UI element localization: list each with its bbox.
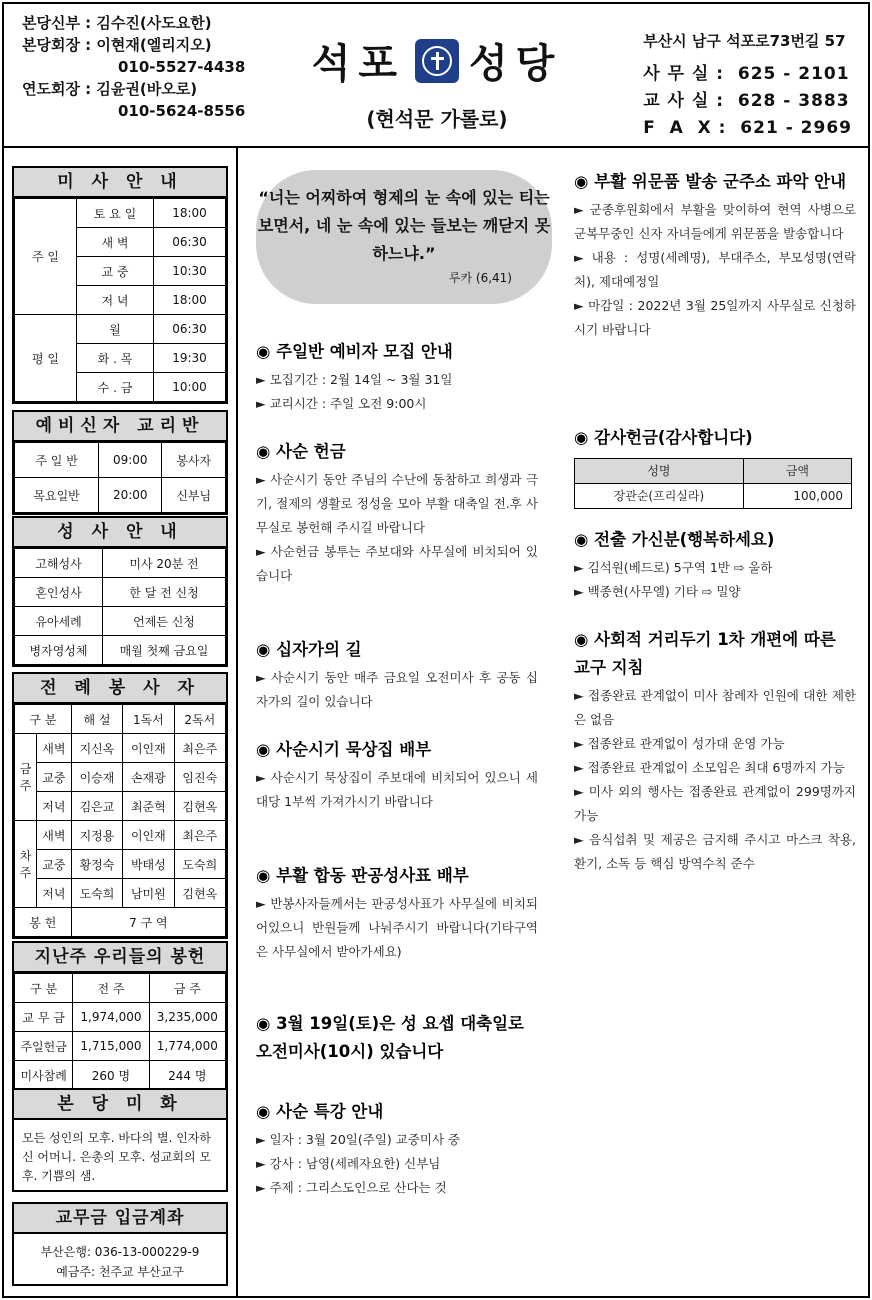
- notice-section: [256, 736, 538, 814]
- table-row: [15, 850, 226, 879]
- table-cell: 월: [77, 315, 154, 344]
- notice-line: ► 강사 : 남영(세례자요한) 신부님: [256, 1156, 441, 1171]
- account-bank: 부산은행: 036-13-000229-9: [40, 1245, 200, 1259]
- notice-section: [574, 424, 856, 509]
- notice-line: ► 백종현(사무엘) 기타 ⇨ 밀양: [574, 584, 741, 599]
- notice-line: ► 접종완료 관계없이 소모임은 최대 6명까지 가능: [574, 760, 845, 775]
- notice-line: ► 교리시간 : 주일 오전 9:00시: [256, 396, 427, 411]
- mass-box: [12, 166, 228, 404]
- table-cell: 2독서: [174, 705, 225, 734]
- table-row: [15, 792, 226, 821]
- table-cell: 손재광: [123, 763, 174, 792]
- table-cell: 금 주: [149, 974, 225, 1003]
- office-phone: 사 무 실 : 625 - 2101: [643, 64, 850, 84]
- table-row: [15, 763, 226, 792]
- table-cell: 이인재: [123, 734, 174, 763]
- fax: F A X : 621 - 2969: [643, 118, 852, 138]
- table-cell: 김은교: [71, 792, 122, 821]
- table-cell: 20:00: [99, 478, 162, 513]
- table-row: [575, 459, 852, 484]
- youth-phone: 010-5624-8556: [118, 102, 246, 120]
- table-cell: 저 녁: [77, 286, 154, 315]
- table-row: [15, 879, 226, 908]
- notice-title: ◉ 부활 위문품 발송 군주소 파악 안내: [574, 172, 847, 191]
- address: 부산시 남구 석포로73번길 57: [643, 32, 846, 50]
- table-cell: 새벽: [37, 734, 72, 763]
- beauty-title: 본 당 미 화: [14, 1090, 226, 1120]
- notice-title: ◉ 사순 헌금: [256, 442, 346, 461]
- table-row: [15, 821, 226, 850]
- table-row: [15, 315, 226, 344]
- table-cell: 교 중: [77, 257, 154, 286]
- notice-line: ► 내용 : 성명(세례명), 부대주소, 부모성명(연락처), 제대예정일: [574, 250, 856, 289]
- notice-section: [256, 1098, 538, 1200]
- table-cell: 도숙희: [71, 879, 122, 908]
- table-cell: 260 명: [73, 1061, 149, 1090]
- notice-line: ► 주제 : 그리스도인으로 산다는 것: [256, 1180, 447, 1195]
- catechumen-title: 예비신자 교리반: [14, 412, 226, 442]
- table-cell: 봉 헌: [15, 908, 72, 937]
- notice-title: ◉ 사순 특강 안내: [256, 1102, 384, 1121]
- table-cell: 병자영성체: [15, 636, 103, 665]
- bible-quote: [256, 170, 552, 304]
- table-row: [15, 443, 226, 478]
- altar-box: [12, 672, 228, 939]
- table-row: [15, 199, 226, 228]
- table-cell: 미사 20분 전: [103, 549, 226, 578]
- table-cell: 새 벽: [77, 228, 154, 257]
- table-cell: 금주: [15, 734, 37, 821]
- table-cell: 19:30: [154, 344, 226, 373]
- table-cell: 18:00: [154, 286, 226, 315]
- catechumen-table: [14, 442, 226, 513]
- notice-line: ► 사순시기 동안 매주 금요일 오전미사 후 공동 십자가의 길이 있습니다: [256, 670, 538, 709]
- table-cell: 이승재: [71, 763, 122, 792]
- notice-section: [574, 526, 856, 604]
- sacrament-box: [12, 516, 228, 667]
- notice-section: [574, 626, 856, 876]
- table-cell: 1,715,000: [73, 1032, 149, 1061]
- table-cell: 지정용: [71, 821, 122, 850]
- table-row: [575, 484, 852, 509]
- table-cell: 교중: [37, 763, 72, 792]
- table-cell: 김현옥: [174, 792, 225, 821]
- notice-line: ► 접종완료 관계없이 미사 참례자 인원에 대한 제한은 없음: [574, 688, 856, 727]
- table-cell: 주일헌금: [15, 1032, 73, 1061]
- table-cell: 김현옥: [174, 879, 225, 908]
- notice-section: [256, 338, 538, 416]
- table-cell: 남미원: [123, 879, 174, 908]
- table-cell: 황정숙: [71, 850, 122, 879]
- table-cell: 박태성: [123, 850, 174, 879]
- table-cell: 1,774,000: [149, 1032, 225, 1061]
- quote-ref: 루카 (6,41): [448, 271, 512, 285]
- table-cell: 유아세례: [15, 607, 103, 636]
- table-cell: 장관순(프리실라): [575, 484, 744, 509]
- sacrament-title: 성 사 안 내: [14, 518, 226, 548]
- notice-line: ► 접종완료 관계없이 성가대 운영 가능: [574, 736, 785, 751]
- table-cell: 혼인성사: [15, 578, 103, 607]
- table-cell: 100,000: [743, 484, 851, 509]
- table-cell: 주 일 반: [15, 443, 99, 478]
- last-week-title: 지난주 우리들의 봉헌: [14, 943, 226, 973]
- notice-line: ► 모집기간 : 2월 14일 ~ 3월 31일: [256, 372, 453, 387]
- table-cell: 저녁: [37, 792, 72, 821]
- table-row: [15, 636, 226, 665]
- header-staff: [22, 12, 245, 122]
- notice-title: ◉ 감사헌금(감사합니다): [574, 428, 753, 447]
- table-cell: 구 분: [15, 705, 72, 734]
- table-cell: 봉사자: [162, 443, 226, 478]
- table-cell: 18:00: [154, 199, 226, 228]
- table-cell: 교중: [37, 850, 72, 879]
- last-week-box: [12, 941, 228, 1092]
- mass-title: 미 사 안 내: [14, 168, 226, 198]
- table-cell: 1,974,000: [73, 1003, 149, 1032]
- beauty-text: 모든 성인의 모후. 바다의 별. 인자하신 어머니. 은총의 모후. 성교회의 모후. 기쁨의 샘.: [22, 1131, 211, 1183]
- notice-title: ◉ 사순시기 묵상집 배부: [256, 740, 432, 759]
- notice-section: [256, 1010, 538, 1068]
- table-cell: 성명: [575, 459, 744, 484]
- table-row: [15, 1061, 226, 1090]
- table-row: [15, 1003, 226, 1032]
- table-cell: 평 일: [15, 315, 77, 402]
- account-title: 교무금 입금계좌: [14, 1204, 226, 1234]
- table-row: [15, 607, 226, 636]
- table-cell: 최은주: [174, 734, 225, 763]
- altar-title: 전 례 봉 사 자: [14, 674, 226, 704]
- notice-title: ◉ 주일반 예비자 모집 안내: [256, 342, 453, 361]
- notice-title: ◉ 3월 19일(토)은 성 요셉 대축일로 오전미사(10시) 있습니다: [256, 1014, 524, 1061]
- table-cell: 최은주: [174, 821, 225, 850]
- table-cell: 도숙희: [174, 850, 225, 879]
- table-cell: 1독서: [123, 705, 174, 734]
- notice-line: ► 마감일 : 2022년 3월 25일까지 사무실로 신청하시기 바랍니다: [574, 298, 856, 337]
- account-holder: 예금주: 천주교 부산교구: [56, 1265, 184, 1279]
- notice-line: ► 일자 : 3월 20일(주일) 교중미사 중: [256, 1132, 461, 1147]
- mass-table: [14, 198, 226, 402]
- education-phone: 교 사 실 : 628 - 3883: [643, 91, 850, 111]
- table-row: [15, 908, 226, 937]
- table-cell: 목요일반: [15, 478, 99, 513]
- parish-subtitle: (현석문 가롤로): [366, 107, 508, 131]
- notice-title: ◉ 전출 가신분(행복하세요): [574, 530, 775, 549]
- table-cell: 교 무 금: [15, 1003, 73, 1032]
- table-cell: 임진숙: [174, 763, 225, 792]
- beauty-box: [12, 1088, 228, 1192]
- table-cell: 이인재: [123, 821, 174, 850]
- table-row: [15, 478, 226, 513]
- table-cell: 전 주: [73, 974, 149, 1003]
- notice-title: ◉ 부활 합동 판공성사표 배부: [256, 866, 469, 885]
- header: [2, 2, 870, 148]
- catechumen-box: [12, 410, 228, 515]
- table-cell: 3,235,000: [149, 1003, 225, 1032]
- table-cell: 10:30: [154, 257, 226, 286]
- title-left: 석포: [311, 41, 405, 87]
- parish-logo-icon: [415, 39, 459, 83]
- table-cell: 매월 첫째 금요일: [103, 636, 226, 665]
- chairman: 본당회장 : 이현재(엘리지오): [22, 36, 212, 54]
- table-cell: 언제든 신청: [103, 607, 226, 636]
- notice-line: ► 사순시기 묵상집이 주보대에 비치되어 있으니 세대당 1부씩 가져가시기 바랍니다: [256, 770, 538, 809]
- table-cell: 최준혁: [123, 792, 174, 821]
- notice-line: ► 반봉사자들께서는 판공성사표가 사무실에 비치되어있으니 반원들께 나눠주시기 바랍니다(기타구역은 사무실에서 받아가세요): [256, 896, 538, 959]
- table-cell: 신부님: [162, 478, 226, 513]
- table-cell: 화 . 목: [77, 344, 154, 373]
- last-week-table: [14, 973, 226, 1090]
- table-cell: 새벽: [37, 821, 72, 850]
- notice-line: ► 음식섭취 및 제공은 금지해 주시고 마스크 착용, 환기, 소독 등 핵심 방역수칙 준수: [574, 832, 856, 871]
- table-cell: 10:00: [154, 373, 226, 402]
- table-cell: 해 설: [71, 705, 122, 734]
- title-right: 성당: [469, 41, 563, 87]
- table-cell: 244 명: [149, 1061, 225, 1090]
- column-divider: [236, 148, 238, 1298]
- sacrament-table: [14, 548, 226, 665]
- table-row: [15, 705, 226, 734]
- notice-section: [256, 636, 538, 714]
- table-cell: 7 구 역: [71, 908, 225, 937]
- header-contact: [643, 30, 852, 142]
- table-cell: 미사참례: [15, 1061, 73, 1090]
- thanks-table: [574, 458, 852, 509]
- table-cell: 지신옥: [71, 734, 122, 763]
- table-cell: 구 분: [15, 974, 73, 1003]
- table-cell: 수 . 금: [77, 373, 154, 402]
- notice-section: [256, 862, 538, 964]
- notice-title: ◉ 사회적 거리두기 1차 개편에 따른 교구 지침: [574, 630, 836, 677]
- table-cell: 저녁: [37, 879, 72, 908]
- table-row: [15, 578, 226, 607]
- notice-section: [574, 168, 856, 342]
- notice-line: ► 미사 외의 행사는 접종완료 관계없이 299명까지 가능: [574, 784, 856, 823]
- notice-line: ► 군종후원회에서 부활을 맞이하여 현역 사병으로 군복무중인 신자 자녀들에게 위문품을 발송합니다: [574, 202, 856, 241]
- table-cell: 09:00: [99, 443, 162, 478]
- table-row: [15, 974, 226, 1003]
- notice-title: ◉ 십자가의 길: [256, 640, 362, 659]
- notice-line: ► 사순시기 동안 주님의 수난에 동참하고 희생과 극기, 절제의 생활로 정성을 모아 부활 대축일 전.후 사무실로 봉헌해 주시길 바랍니다: [256, 472, 538, 535]
- pastor: 본당신부 : 김수진(사도요한): [22, 14, 212, 32]
- table-row: [15, 1032, 226, 1061]
- notice-line: ► 사순헌금 봉투는 주보대와 사무실에 비치되어 있습니다: [256, 544, 538, 583]
- table-row: [15, 734, 226, 763]
- table-row: [15, 549, 226, 578]
- table-cell: 주 일: [15, 199, 77, 315]
- notice-line: ► 김석원(베드로) 5구역 1반 ⇨ 울하: [574, 560, 773, 575]
- chairman-phone: 010-5527-4438: [118, 58, 246, 76]
- altar-table: [14, 704, 226, 937]
- table-cell: 토 요 일: [77, 199, 154, 228]
- table-cell: 06:30: [154, 228, 226, 257]
- table-cell: 차주: [15, 821, 37, 908]
- account-box: [12, 1202, 228, 1286]
- parish-title: [302, 32, 572, 132]
- youth-chairman: 연도회장 : 김윤권(바오로): [22, 80, 198, 98]
- table-cell: 금액: [743, 459, 851, 484]
- table-cell: 한 달 전 신청: [103, 578, 226, 607]
- quote-text: “너는 어찌하여 형제의 눈 속에 있는 티는 보면서, 네 눈 속에 있는 들보는 깨닫지 못하느냐.”: [257, 188, 551, 263]
- table-cell: 06:30: [154, 315, 226, 344]
- table-cell: 고해성사: [15, 549, 103, 578]
- notice-section: [256, 438, 538, 588]
